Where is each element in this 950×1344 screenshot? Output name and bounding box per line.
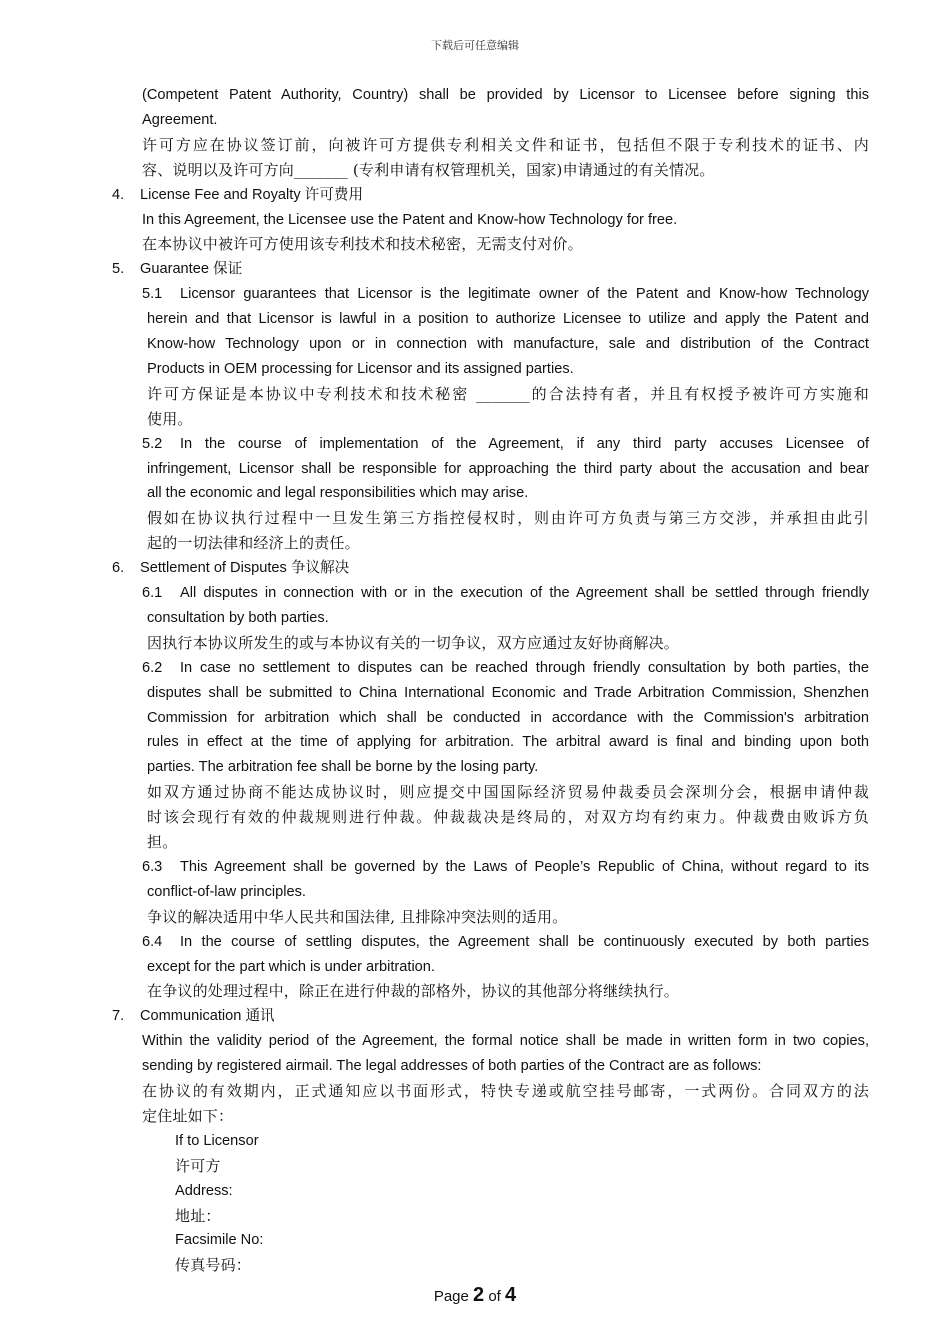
line-text: (Competent Patent Authority, Country) shall be provided by Licensor to Licensee before signing this xyxy=(142,87,869,103)
line-text: parties. The arbitration fee shall be borne by the losing party. xyxy=(147,759,539,776)
body-line xyxy=(147,332,869,357)
line-text: 传真号码： xyxy=(175,1256,252,1275)
section-number: 7. xyxy=(112,1008,125,1025)
line-text: except for the part which is under arbitration. xyxy=(147,958,435,975)
line-text: 假如在协议执行过程中一旦发生第三方指控侵权时，则由许可方负责与第三方交涉，并承担由此引 xyxy=(147,509,869,528)
line-text: Licensor guarantees that Licensor is the legitimate owner of the Patent and Know-how Technology xyxy=(180,286,869,303)
line-text: herein and that Licensor is lawful in a position to authorize Licensee to utilize and apply the Patent and xyxy=(147,311,869,328)
page-header: 下载后可任意编辑 xyxy=(431,39,519,52)
clause-line xyxy=(142,855,869,880)
body-line xyxy=(142,108,217,133)
body-line xyxy=(142,1079,869,1104)
body-line xyxy=(147,955,435,980)
body-line xyxy=(147,357,574,382)
line-text: 争议的解决适用中华人民共和国法律, 且排除冲突法则的适用。 xyxy=(147,907,568,926)
body-line xyxy=(147,979,679,1004)
line-text: 如双方通过协商不能达成协议时，则应提交中国国际经济贸易仲裁委员会深圳分会，根据申请仲裁 xyxy=(147,783,869,802)
body-line xyxy=(142,1054,762,1079)
body-line xyxy=(147,531,360,556)
body-line xyxy=(147,830,177,855)
body-line xyxy=(147,506,869,531)
line-text: Settlement of Disputes 争议解决 xyxy=(140,560,350,577)
line-text: Know-how Technology upon or in connection with manufacture, sale and distribution of the Contract xyxy=(147,336,869,352)
line-text: 起的一切法律和经济上的责任。 xyxy=(147,534,360,553)
line-text: 地址： xyxy=(175,1206,221,1225)
line-text: In the course of settling disputes, the Agreement shall be continuously executed by both parties xyxy=(180,933,869,950)
body-line xyxy=(175,1228,263,1253)
body-line xyxy=(175,1154,221,1179)
line-text: In the course of implementation of the Agreement, if any third party accuses Licensee of xyxy=(180,435,869,452)
line-text: 许可方保证是本协议中专利技术和技术秘密 _______的合法持有者，并且有权授予被许可方实施和 xyxy=(147,384,869,403)
body-line xyxy=(147,805,869,830)
line-text: Guarantee 保证 xyxy=(140,261,243,278)
section-heading xyxy=(112,183,363,208)
footer-current-page: 2 xyxy=(473,1284,485,1306)
line-text: In this Agreement, the Licensee use the Patent and Know-how Technology for free. xyxy=(142,211,678,228)
line-text: All disputes in connection with or in the execution of the Agreement shall be settled through friendly xyxy=(180,585,869,601)
line-text: In case no settlement to disputes can be reached through friendly consultation by both parties, the xyxy=(180,659,869,676)
body-line xyxy=(147,730,869,755)
line-text: Agreement. xyxy=(142,111,218,128)
section-number: 4. xyxy=(112,186,125,203)
section-number: 5. xyxy=(112,261,125,278)
body-line xyxy=(142,1029,869,1054)
line-text: 许可方应在协议签订前，向被许可方提供专利相关文件和证书，包括但不限于专利技术的证书、内 xyxy=(142,135,869,154)
line-text: This Agreement shall be governed by the Laws of People’s Republic of China, without regard to its xyxy=(180,858,869,875)
body-line xyxy=(147,631,679,656)
page-footer xyxy=(0,1284,950,1307)
body-line xyxy=(175,1204,221,1229)
body-line xyxy=(147,681,869,706)
body-line xyxy=(142,133,869,158)
clause-number: 6.1 xyxy=(142,585,163,601)
footer-of: of xyxy=(488,1288,501,1305)
clause-line xyxy=(142,282,869,307)
line-text: rules in effect at the time of applying for arbitration. The arbitral award is final and binding upon both xyxy=(147,734,869,751)
body-line xyxy=(142,232,583,257)
line-text: Products in OEM processing for Licensor and its assigned parties. xyxy=(147,360,574,377)
line-text: License Fee and Royalty 许可费用 xyxy=(140,186,364,203)
clause-number: 5.2 xyxy=(142,435,163,452)
body-line xyxy=(142,83,869,108)
section-heading xyxy=(112,1004,275,1029)
line-text: 担。 xyxy=(147,833,178,851)
line-text: Address: xyxy=(175,1182,233,1199)
body-line xyxy=(175,1253,251,1278)
line-text: sending by registered airmail. The legal addresses of both parties of the Contract are as follows: xyxy=(142,1058,762,1075)
line-text: Facsimile No: xyxy=(175,1232,264,1249)
line-text: If to Licensor xyxy=(175,1132,259,1149)
line-text: Within the validity period of the Agreement, the formal notice shall be made in written form in two copies, xyxy=(142,1033,869,1050)
body-line xyxy=(147,382,869,407)
clause-line xyxy=(142,656,869,681)
body-line xyxy=(147,755,538,780)
body-line xyxy=(142,158,715,183)
line-text: 定住址如下： xyxy=(142,1106,234,1125)
line-text: 在协议的有效期内，正式通知应以书面形式，特快专递或航空挂号邮寄，一式两份。合同双方的法 xyxy=(142,1082,869,1100)
clause-line xyxy=(142,432,869,457)
body-line xyxy=(175,1179,233,1204)
section-heading xyxy=(112,556,349,581)
section-heading xyxy=(112,257,242,282)
line-text: 在本协议中被许可方使用该专利技术和技术秘密，无需支付对价。 xyxy=(142,235,583,254)
clause-number: 6.4 xyxy=(142,933,163,950)
line-text: Commission for arbitration which shall be conducted in accordance with the Commission's arbitration xyxy=(147,709,869,726)
clause-line xyxy=(142,581,869,606)
body-line xyxy=(147,407,193,432)
body-line xyxy=(142,1104,233,1129)
body-line xyxy=(147,706,869,731)
body-line xyxy=(142,208,677,233)
body-line xyxy=(147,880,306,905)
body-line xyxy=(147,780,869,805)
body-line xyxy=(147,606,329,631)
body-line xyxy=(147,307,869,332)
body-line xyxy=(147,457,869,482)
clause-number: 5.1 xyxy=(142,286,163,303)
line-text: conflict-of-law principles. xyxy=(147,883,306,900)
line-text: consultation by both parties. xyxy=(147,609,329,626)
line-text: all the economic and legal responsibilities which may arise. xyxy=(147,485,529,502)
line-text: 在争议的处理过程中，除正在进行仲裁的部格外，协议的其他部分将继续执行。 xyxy=(147,982,680,1001)
footer-total-pages: 4 xyxy=(505,1284,517,1306)
body-line xyxy=(175,1129,259,1154)
line-text: Communication 通讯 xyxy=(140,1008,275,1025)
line-text: infringement, Licensor shall be responsible for approaching the third party about the accusation and bear xyxy=(147,460,869,477)
line-text: 因执行本协议所发生的或与本协议有关的一切争议，双方应通过友好协商解决。 xyxy=(147,633,680,652)
line-text: disputes shall be submitted to China International Economic and Trade Arbitration Commission, Shenzhen xyxy=(147,684,869,701)
clause-line xyxy=(142,930,869,955)
section-number: 6. xyxy=(112,560,125,577)
line-text: 许可方 xyxy=(175,1156,221,1175)
clause-number: 6.3 xyxy=(142,858,163,875)
line-text: 容、说明以及许可方向_______ (专利申请有权管理机关，国家)申请通过的有关情况。 xyxy=(142,160,715,179)
line-text: 时该会现行有效的仲裁规则进行仲裁。仲裁裁决是终局的，对双方均有约束力。仲裁费由败诉方负 xyxy=(147,808,869,827)
footer-page-prefix: Page xyxy=(433,1288,469,1305)
clause-number: 6.2 xyxy=(142,659,163,676)
body-line xyxy=(147,905,567,930)
body-line xyxy=(147,481,528,506)
line-text: 使用。 xyxy=(147,409,193,428)
